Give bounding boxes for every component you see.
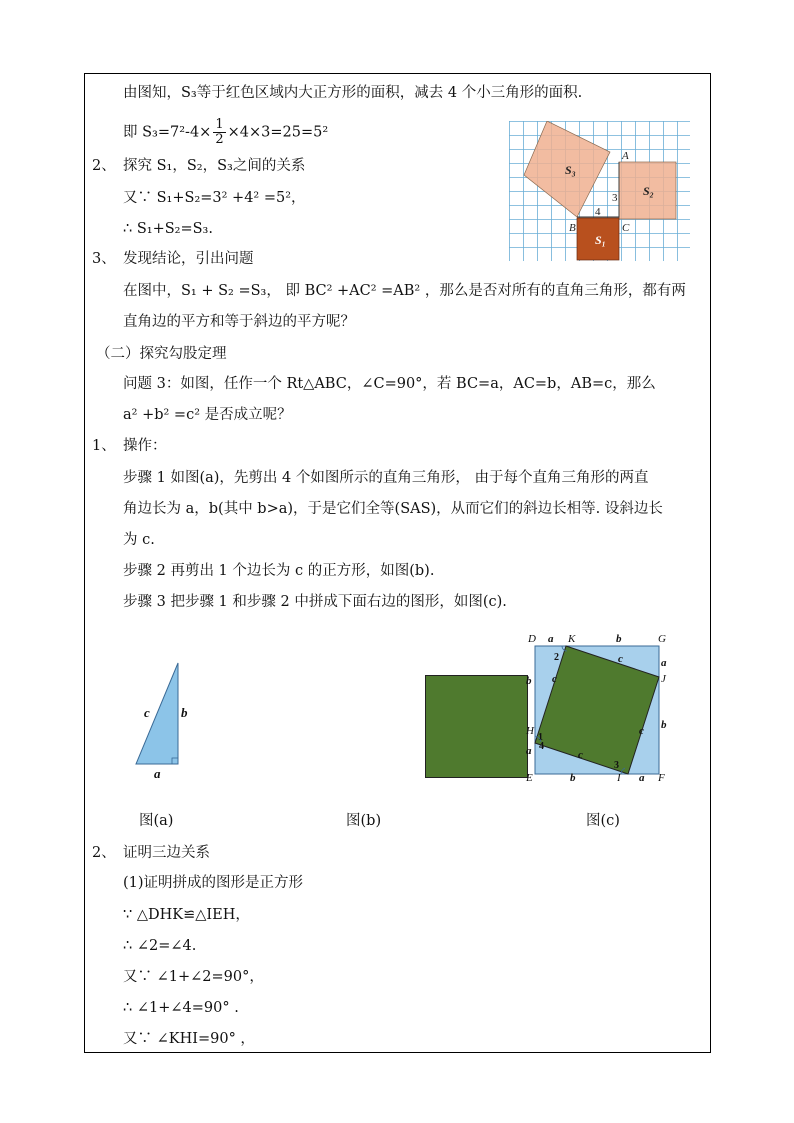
formula-s3: 即 S₃=7²-4× $\frac{1}{2}$ ×4×3=25=5² xyxy=(123,117,329,147)
pythagoras-grid-figure xyxy=(509,121,690,261)
label-three: 3 xyxy=(612,192,618,204)
label-B: B xyxy=(569,222,576,234)
right-b: b xyxy=(661,719,667,731)
text-line: ∴ S₁+S₂=S₃. xyxy=(123,221,213,237)
text-line: a² +b² =c² 是否成立呢？ xyxy=(123,407,292,423)
bot-a: a xyxy=(639,772,645,784)
figure-a-triangle xyxy=(130,655,200,785)
label-C: C xyxy=(622,222,630,234)
caption-b: 图(b) xyxy=(346,813,382,829)
label-s1: S₁ xyxy=(595,233,606,247)
text-line: 角边长为 a，b(其中 b>a)，于是它们全等(SAS)，从而它们的斜边长相等. 设斜边长 xyxy=(123,501,663,517)
corner-I: I xyxy=(617,772,621,784)
item-number: 3、 xyxy=(92,251,116,267)
hyp-c-bottom: c xyxy=(578,749,583,761)
square-c xyxy=(426,676,528,778)
corner-E: E xyxy=(526,772,533,784)
right-triangle xyxy=(136,663,178,764)
caption-c: 图(c) xyxy=(586,813,620,829)
label-c: c xyxy=(144,705,150,720)
text-line: 步骤 1 如图(a)，先剪出 4 个如图所示的直角三角形， 由于每个直角三角形的两直 xyxy=(123,470,649,486)
text-line: 探究 S₁，S₂，S₃之间的关系 xyxy=(123,158,306,174)
angle-2: 2 xyxy=(554,652,559,663)
text-line: 操作： xyxy=(123,438,167,454)
left-b: b xyxy=(526,675,532,687)
text-line: 步骤 2 再剪出 1 个边长为 c 的正方形，如图(b). xyxy=(123,563,435,579)
caption-a: 图(a) xyxy=(139,813,174,829)
angle-4: 4 xyxy=(539,741,544,752)
bot-b: b xyxy=(570,772,576,784)
label-b: b xyxy=(181,705,188,720)
hyp-c-top: c xyxy=(618,653,623,665)
corner-D: D xyxy=(528,633,536,645)
item-number: 2、 xyxy=(92,158,116,174)
text-line: 又∵ ∠1+∠2=90°， xyxy=(123,969,264,985)
text-line: ∵ △DHK≌△IEH， xyxy=(123,907,250,923)
corner-H: H xyxy=(526,725,534,737)
top-b: b xyxy=(616,633,622,645)
text-line: 直角边的平方和等于斜边的平方呢？ xyxy=(123,314,355,330)
corner-F: F xyxy=(658,772,665,784)
figure-b-square xyxy=(425,675,529,779)
text-line: 证明三边关系 xyxy=(123,845,210,861)
label-s3: S₃ xyxy=(565,163,576,177)
hyp-c-left: c xyxy=(552,673,557,685)
angle-1: 1 xyxy=(538,732,543,743)
top-a: a xyxy=(548,633,554,645)
right-a: a xyxy=(661,657,667,669)
hyp-c-right: c xyxy=(639,725,644,737)
figure-c-composite xyxy=(522,630,672,786)
label-four: 4 xyxy=(595,206,601,218)
text-line: 为 c. xyxy=(123,532,155,548)
item-number: 2、 xyxy=(92,845,116,861)
fraction-half: $\frac{1}{2}$ xyxy=(215,117,224,147)
text-line: ∴ ∠2=∠4. xyxy=(123,938,197,954)
text-line: 问题 3：如图，任作一个 Rt△ABC，∠C=90°，若 BC=a，AC=b，AB=c，那么 xyxy=(123,376,656,392)
item-number: 1、 xyxy=(92,438,116,454)
text-line: ∴ ∠1+∠4=90° . xyxy=(123,1000,239,1016)
text-line: 由图知，S₃等于红色区域内大正方形的面积，减去 4 个小三角形的面积. xyxy=(123,85,583,101)
text-line: 步骤 3 把步骤 1 和步骤 2 中拼成下面右边的图形，如图(c). xyxy=(123,594,507,610)
text-line: 又∵ S₁+S₂=3² +4² =5²， xyxy=(123,190,306,206)
text-line: (1)证明拼成的图形是正方形 xyxy=(123,875,304,891)
left-a: a xyxy=(526,745,532,757)
text-line: 在图中，S₁ + S₂ =S₃， 即 BC² +AC² =AB² ，那么是否对所有的直角三角形，都有两 xyxy=(123,283,686,299)
text-line: 发现结论，引出问题 xyxy=(123,251,254,267)
text-line: 又∵ ∠KHI=90° ， xyxy=(123,1031,255,1047)
label-a: a xyxy=(154,766,161,781)
corner-J: J xyxy=(661,673,666,685)
label-s2: S₂ xyxy=(643,184,654,198)
corner-G: G xyxy=(658,633,666,645)
section-heading: （二）探究勾股定理 xyxy=(96,346,227,362)
label-A: A xyxy=(622,150,629,162)
corner-K: K xyxy=(568,633,576,645)
angle-3: 3 xyxy=(614,760,619,771)
